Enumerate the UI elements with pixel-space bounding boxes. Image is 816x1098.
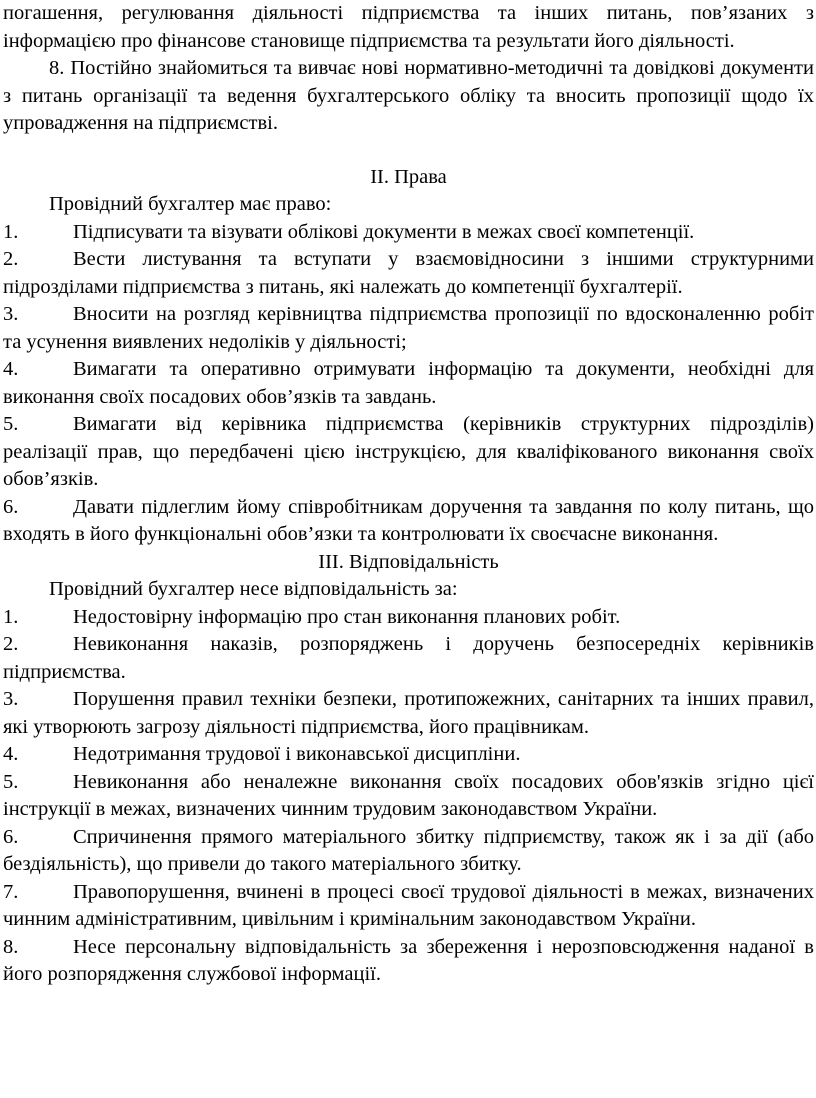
list-item <box>3 769 814 824</box>
list-item <box>3 494 814 549</box>
list-item <box>3 879 814 934</box>
item-text: Правопорушення, вчинені в процесі своєї трудової діяльності в межах, визначених чинним адміністративним, цивільним і кримінальним законодавством України. <box>3 880 814 930</box>
item-number: 2. <box>3 248 19 270</box>
list-item <box>3 356 814 411</box>
item-text: Невиконання або неналежне виконання своїх посадових обов'язків згідно цієї інструкції в межах, визначених чинним трудовим законодавством України. <box>3 770 814 820</box>
item-text: Вимагати від керівника підприємства (керівників структурних підрозділів) реалізації прав, що передбачені цією інструкцією, для кваліфікованого виконання своїх обов’язків. <box>3 413 814 490</box>
item-number: 5. <box>3 413 19 435</box>
list-item <box>3 934 814 989</box>
rights-list <box>3 219 814 549</box>
list-item <box>3 219 814 247</box>
item-number: 6. <box>3 495 19 518</box>
item-text: Невиконання наказів, розпоряджень і доручень безпосередніх керівників підприємства. <box>3 633 814 683</box>
item-text: Недостовірну інформацію про стан виконання планових робіт. <box>73 605 621 628</box>
list-item <box>3 301 814 356</box>
continuation-paragraph: погашення, регулювання діяльності підприємства та інших питань, пов’язаних з інформацією про фінансове становище підприємства та результати його діяльності. <box>3 2 814 52</box>
item-number: 3. <box>3 688 19 710</box>
item-number: 8. <box>3 935 19 958</box>
duty-8-paragraph: 8. Постійно знайомиться та вивчає нові нормативно-методичні та довідкові документи з питань організації та ведення бухгалтерського обліку та вносить пропозиції щодо їх упровадження на підприємстві. <box>3 57 814 134</box>
item-number: 2. <box>3 633 19 655</box>
list-item <box>3 824 814 879</box>
item-number: 5. <box>3 770 19 793</box>
item-number: 4. <box>3 743 19 765</box>
list-item <box>3 604 814 632</box>
list-item <box>3 741 814 769</box>
item-text: Несе персональну відповідальність за збереження і нерозповсюдження наданої в його розпорядження службової інформації. <box>3 935 814 985</box>
item-text: Підписувати та візувати облікові документи в межах своєї компетенції. <box>73 220 695 243</box>
list-item <box>3 686 814 741</box>
item-text: Давати підлеглим йому співробітникам доручення та завдання по колу питань, що входять в його функціональні обов’язки та контролювати їх своєчасне виконання. <box>3 495 814 545</box>
item-text: Спричинення прямого матеріального збитку підприємству, також як і за дії (або бездіяльність), що привели до такого матеріального збитку. <box>3 825 814 875</box>
item-text: Вимагати та оперативно отримувати інформацію та документи, необхідні для виконання своїх посадових обов’язків та завдань. <box>3 358 814 408</box>
item-text: Порушення правил техніки безпеки, протипожежних, санітарних та інших правил, які утворюють загрозу діяльності підприємства, його працівникам. <box>3 688 814 738</box>
item-number: 3. <box>3 303 19 325</box>
item-number: 7. <box>3 880 19 903</box>
item-text: Недотримання трудової і виконавської дисципліни. <box>73 743 521 765</box>
item-text: Вести листування та вступати у взаємовідносини з іншими структурними підрозділами підприємства з питань, які належать до компетенції бухгалтерії. <box>3 248 814 298</box>
item-text: Вносити на розгляд керівництва підприємства пропозиції по вдосконаленню робіт та усунення виявлених недоліків у діяльності; <box>3 303 814 353</box>
rights-heading: ІІ. Права <box>370 165 447 188</box>
responsibility-intro: Провідний бухгалтер несе відповідальність за: <box>49 578 458 600</box>
item-number: 1. <box>3 605 19 628</box>
item-number: 1. <box>3 220 19 243</box>
item-number: 4. <box>3 358 19 380</box>
list-item <box>3 411 814 494</box>
section-spacer <box>3 138 814 164</box>
responsibility-list <box>3 604 814 989</box>
list-item <box>3 246 814 301</box>
item-number: 6. <box>3 825 19 848</box>
list-item <box>3 631 814 686</box>
rights-intro: Провідний бухгалтер має право: <box>49 193 332 215</box>
responsibility-heading: ІІІ. Відповідальність <box>318 550 499 573</box>
